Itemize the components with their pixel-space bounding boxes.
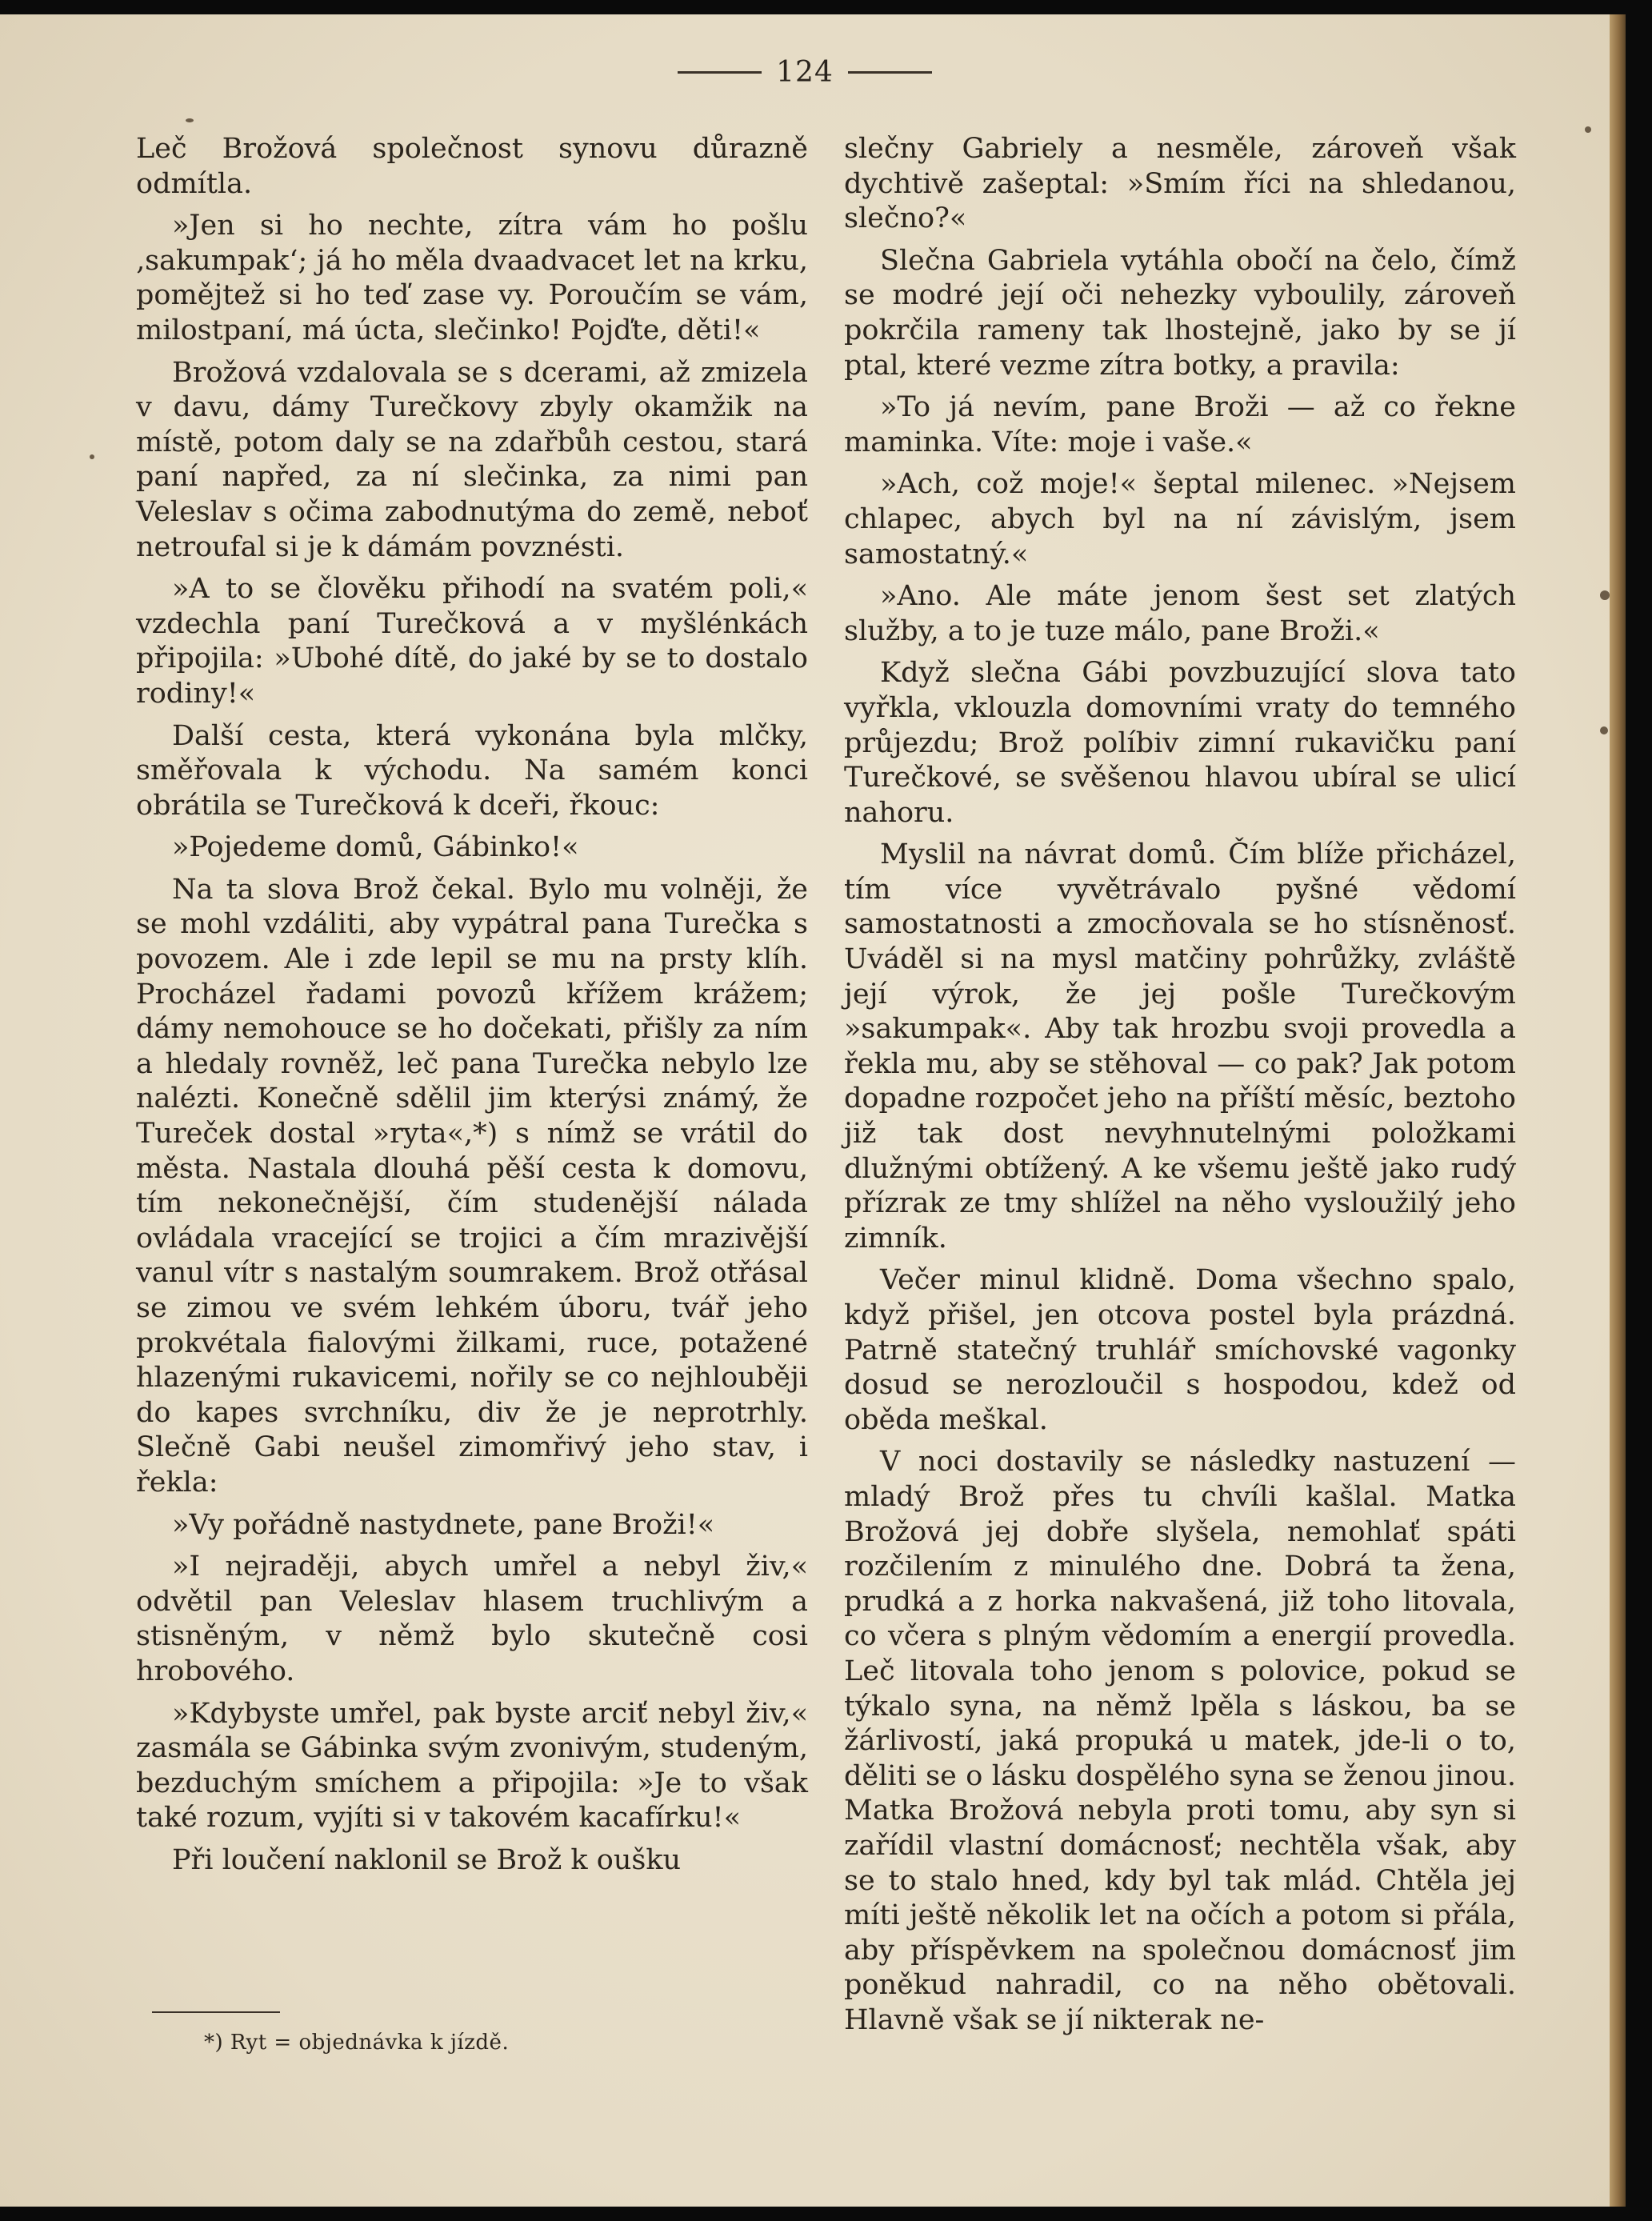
footnote-rule	[152, 2011, 280, 2013]
paragraph: Brožová vzdalovala se s dcerami, až zmizela v davu, dámy Turečkovy zbyly okamžik na místě, potom daly se na zdařbůh cestou, stará paní napřed, za ní slečinka, za nimi pan Veleslav s očima zabodnutýma do země, neboť netroufal si je k dámám povznésti.	[136, 356, 808, 563]
paragraph: »Vy pořádně nastydnete, pane Broži!«	[172, 1508, 715, 1541]
paragraph: »Ach, což moje!« šeptal milenec. »Nejsem chlapec, abych byl na ní závislým, jsem samostatný.«	[844, 468, 1516, 570]
ink-speck	[186, 118, 194, 122]
book-spine	[1610, 14, 1626, 2207]
paragraph: »Kdybyste umřel, pak byste arciť nebyl živ,« zasmála se Gábinka svým zvonivým, studeným, bezduchým smíchem a připojila: »Je to však také rozum, vyjíti si v takovém kacafírku!«	[136, 1697, 808, 1835]
paragraph: Na ta slova Brož čekal. Bylo mu volněji, že se mohl vzdáliti, aby vypátral pana Turečka s povozem. Ale i zde lepil se mu na prsty klíh. Procházel řadami povozů křížem krážem; dámy nemohouce se ho dočekati, přišly za ním a hledaly rovněž, leč pana Turečka nebylo lze nalézti. Konečně sdělil jim kterýsi známý, že Tureček dostal »ryta«,*) s nímž se vrátil do města. Nastala dlouhá pěší cesta k domovu, tím nekonečnější, čím studenější nálada ovládala vracející se trojici a čím mrazivější vanul vítr s nastalým soumrakem. Brož otřásal se zimou ve svém lehkém úboru, tvář jeho prokvétala fialovými žilkami, ruce, potažené hlazenými rukavicemi, nořily se co nejhlouběji do kapes svrchníku, div že je neprotrhly. Slečně Gabi neušel zimomřivý jeho stav, i řekla:	[136, 873, 808, 1499]
paragraph: Večer minul klidně. Doma všechno spalo, když přišel, jen otcova postel byla prázdná. Patrně statečný truhlář smíchovské vagonky dosud se nerozloučil s hospodou, kdež od oběda meškal.	[844, 1264, 1516, 1436]
paragraph: slečny Gabriely a nesměle, zároveň však dychtivě zašeptal: »Smím říci na shledanou, slečno?«	[844, 133, 1516, 235]
footnote: *) Ryt = objednávka k jízdě.	[204, 2031, 510, 2055]
paragraph: »To já nevím, pane Broži — až co řekne maminka. Víte: moje i vaše.«	[844, 391, 1516, 458]
paragraph: Při loučení naklonil se Brož k oušku	[172, 1843, 682, 1876]
paragraph: »A to se člověku přihodí na svatém poli,« vzdechla paní Turečková a v myšlénkách připojila: »Ubohé dítě, do jaké by se to dostalo rodiny!«	[136, 573, 808, 710]
page-number: 124	[776, 55, 834, 89]
ink-speck	[90, 454, 94, 459]
header-rule-left	[678, 71, 762, 74]
paragraph: Když slečna Gábi povzbuzující slova tato vyřkla, vklouzla domovními vraty do temného průjezdu; Brož políbiv zimní rukavičku paní Turečkové, se svěšenou hlavou ubíral se ulicí nahoru.	[844, 657, 1516, 829]
paragraph: »Ano. Ale máte jenom šest set zlatých služby, a to je tuze málo, pane Broži.«	[844, 580, 1516, 647]
paragraph: »Pojedeme domů, Gábinko!«	[172, 831, 579, 864]
paragraph: Leč Brožová společnost synovu důrazně odmítla.	[136, 133, 808, 200]
left-column	[136, 132, 808, 1879]
header-rule-right	[848, 71, 932, 74]
ink-speck	[1600, 726, 1608, 734]
paragraph: »Jen si ho nechte, zítra vám ho pošlu ‚sakumpak‘; já ho měla dvaadvacet let na krku, pomějtež si ho teď zase vy. Poroučím se vám, milostpaní, má úcta, slečinko! Pojďte, děti!«	[136, 210, 808, 346]
page-header	[0, 48, 1610, 96]
paragraph: Slečna Gabriela vytáhla obočí na čelo, čímž se modré její oči nehezky vyboulily, zároveň pokrčila rameny tak lhostejně, jako by se jí ptal, které vezme zítra botky, a pravila:	[844, 244, 1516, 382]
ink-speck	[1600, 590, 1610, 600]
paragraph: Další cesta, která vykonána byla mlčky, směřovala k východu. Na samém konci obrátila se Turečková k dceři, řkouc:	[136, 719, 808, 822]
paragraph: Myslil na návrat domů. Čím blíže přicházel, tím více vyvětrávalo pyšné vědomí samostatnosti a zmocňovala se ho stísněnosť. Uváděl si na mysl matčiny pohrůžky, zvláště její výrok, že jej pošle Turečkovým »sakumpak«. Aby tak hrozbu svoji provedla a řekla mu, aby se stěhoval — co pak? Jak potom dopadne rozpočet jeho na příští měsíc, beztoho již tak dost nevyhnutelnými položkami dlužnými obtížený. A ke všemu ještě jako rudý přízrak ze tmy shlížel na něho vysloužilý jeho zimník.	[844, 838, 1516, 1255]
right-column	[844, 132, 1516, 2038]
paragraph: V noci dostavily se následky nastuzení — mladý Brož přes tu chvíli kašlal. Matka Brožová jej dobře slyšela, nemohlať spáti rozčilením z minulého dne. Dobrá ta žena, prudká a z horka nakvašená, již toho litovala, co včera s plným vědomím a energií provedla. Leč litovala toho jenom s polovice, pokud se týkalo syna, na němž lpěla s láskou, ba se žárlivostí, jaká propuká u matek, jde-li o to, děliti se o lásku dospělého syna se ženou jinou. Matka Brožová nebyla proti tomu, aby syn si zařídil vlastní domácnosť; nechtěla však, aby se to stalo hned, kdy byl tak mlád. Chtěla jej míti ještě několik let na očích a potom si přála, aby příspěvkem na společnou domácnosť jim poněkud nahradil, co na něho obětovali. Hlavně však se jí nikterak ne-	[844, 1446, 1516, 2036]
paragraph: »I nejraději, abych umřel a nebyl živ,« odvětil pan Veleslav hlasem truchlivým a stisněným, v němž bylo skutečně cosi hrobového.	[136, 1551, 808, 1687]
ink-speck	[1585, 126, 1591, 133]
